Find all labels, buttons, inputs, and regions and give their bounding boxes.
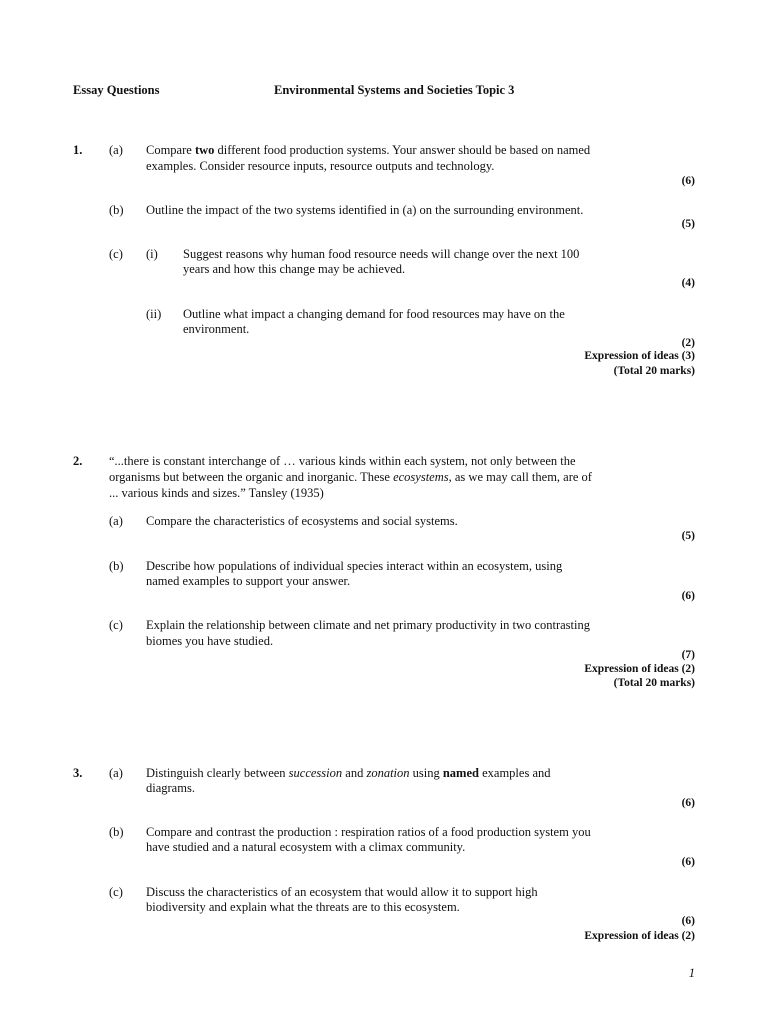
text-run: Distinguish clearly between — [146, 766, 289, 780]
question-text: named examples to support your answer. — [146, 574, 351, 588]
question-text: examples. Consider resource inputs, resource outputs and technology. — [146, 159, 495, 173]
question-text: biomes you have studied. — [146, 634, 274, 648]
part-label: (c) — [109, 247, 123, 261]
text-run: and — [342, 766, 367, 780]
text-run-italic: succession — [288, 766, 343, 780]
question-text: have studied and a natural ecosystem with a climax community. — [146, 840, 466, 854]
question-text: Describe how populations of individual species interact within an ecosystem, using — [146, 559, 563, 573]
text-run-bold: two — [194, 143, 215, 157]
question-text: Discuss the characteristics of an ecosystem that would allow it to support high — [146, 885, 538, 899]
marks: (6) — [681, 590, 695, 602]
part-label: (b) — [109, 559, 124, 573]
question-number: 1. — [73, 143, 83, 157]
text-run-bold: named — [442, 766, 479, 780]
part-label: (c) — [109, 885, 123, 899]
total-marks: (Total 20 marks) — [613, 365, 695, 377]
question-text: Compare and contrast the production : respiration ratios of a food production system you — [146, 825, 591, 839]
part-label: (a) — [109, 766, 123, 780]
part-label: (b) — [109, 203, 124, 217]
marks: (6) — [681, 915, 695, 927]
text-run: different food production systems. Your answer should be based on named — [214, 143, 591, 157]
question-text: Outline the impact of the two systems identified in (a) on the surrounding environment. — [146, 203, 584, 217]
text-run: , as we may call them, are of — [448, 470, 592, 484]
text-run-italic: ecosystems — [393, 470, 449, 484]
marks: (6) — [681, 175, 695, 187]
expression-of-ideas: Expression of ideas (3) — [584, 350, 695, 362]
part-label: (b) — [109, 825, 124, 839]
question-text — [146, 766, 551, 782]
text-run: examples and — [478, 766, 551, 780]
quote-text: “...there is constant interchange of … various kinds within each system, not only between the — [109, 454, 576, 468]
total-marks: (Total 20 marks) — [613, 677, 695, 689]
subpart-label: (i) — [146, 247, 158, 261]
question-text: environment. — [183, 322, 250, 336]
marks: (6) — [681, 856, 695, 868]
text-run: using — [409, 766, 443, 780]
expression-of-ideas: Expression of ideas (2) — [584, 663, 695, 675]
marks: (7) — [681, 649, 695, 661]
marks: (4) — [681, 277, 695, 289]
part-label: (a) — [109, 143, 123, 157]
question-text: biodiversity and explain what the threats are to this ecosystem. — [146, 900, 460, 914]
quote-text: ... various kinds and sizes.” Tansley (1935) — [109, 486, 324, 500]
question-text: diagrams. — [146, 781, 195, 795]
marks: (6) — [681, 797, 695, 809]
expression-of-ideas: Expression of ideas (2) — [584, 930, 695, 942]
header-title: Environmental Systems and Societies Topic 3 — [274, 83, 515, 97]
part-label: (c) — [109, 618, 123, 632]
question-text: Explain the relationship between climate and net primary productivity in two contrasting — [146, 618, 590, 632]
question-text: Compare the characteristics of ecosystems and social systems. — [146, 514, 458, 528]
text-run-italic: zonation — [366, 766, 410, 780]
question-text — [146, 143, 590, 159]
text-run: organisms but between the organic and inorganic. These — [109, 470, 394, 484]
question-number: 3. — [73, 766, 83, 780]
quote-text — [109, 470, 592, 486]
subpart-label: (ii) — [146, 307, 162, 321]
question-text: Suggest reasons why human food resource needs will change over the next 100 — [183, 247, 580, 261]
header-left: Essay Questions — [73, 83, 160, 97]
text-run: Compare — [146, 143, 195, 157]
marks: (5) — [681, 218, 695, 230]
marks: (2) — [681, 337, 695, 349]
question-text: Outline what impact a changing demand for food resources may have on the — [183, 307, 565, 321]
question-number: 2. — [73, 454, 83, 468]
marks: (5) — [681, 530, 695, 542]
page-number: 1 — [688, 966, 695, 980]
question-text: years and how this change may be achieved. — [183, 262, 406, 276]
part-label: (a) — [109, 514, 123, 528]
